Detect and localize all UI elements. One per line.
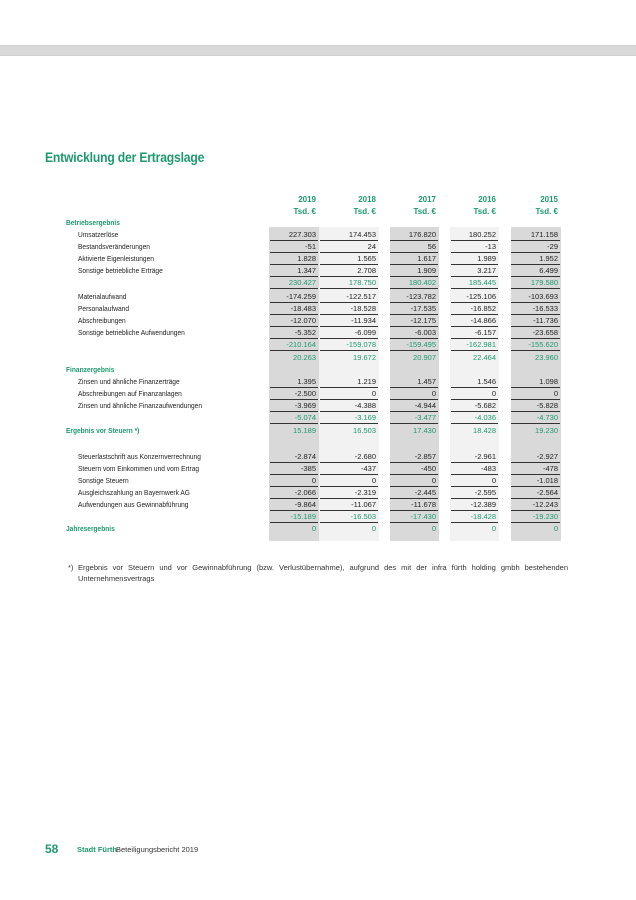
cell-2017: -6.003 (390, 327, 438, 339)
cell-2016: -14.866 (451, 315, 498, 327)
unit-header: Tsd. € (293, 207, 316, 216)
cell-2017: -3.477 (390, 412, 438, 424)
cell-2019: 0 (270, 475, 318, 487)
cell-2016: 1.989 (451, 253, 498, 265)
table-row (0, 511, 636, 523)
cell-2018: 24 (320, 241, 378, 253)
table-row (0, 291, 636, 303)
row-label: Aktivierte Eigenleistungen (78, 254, 154, 263)
cell-2016: 180.252 (451, 229, 498, 241)
cell-2018: -437 (320, 463, 378, 475)
row-label: Ergebnis vor Steuern *) (66, 426, 140, 435)
cell-2015: 23.960 (535, 353, 558, 362)
cell-2018: -4.388 (320, 400, 378, 412)
cell-2018: -159.078 (320, 339, 378, 351)
cell-2018: -2.680 (320, 451, 378, 463)
cell-2017: -2.445 (390, 487, 438, 499)
cell-2017: 0 (390, 475, 438, 487)
cell-2019: -210.164 (270, 339, 318, 351)
cell-2017: 176.820 (390, 229, 438, 241)
cell-2015: 19.230 (535, 426, 558, 435)
cell-2016: 18.428 (473, 426, 496, 435)
cell-2016: 0 (491, 524, 496, 533)
cell-2016: -18.428 (451, 511, 498, 523)
cell-2016: 22.464 (473, 353, 496, 362)
table-row (0, 241, 636, 253)
cell-2017: 180.402 (390, 277, 438, 289)
year-header-2016: 2016 (478, 195, 496, 204)
table-row (0, 523, 636, 535)
unit-header: Tsd. € (413, 207, 436, 216)
row-label: Aufwendungen aus Gewinnabführung (78, 500, 189, 509)
row-label: Steuern vom Einkommen und vom Ertrag (78, 464, 200, 473)
table-row (0, 253, 636, 265)
footer-brand: Stadt Fürth (77, 845, 117, 854)
table-row (0, 217, 636, 229)
year-header-2015: 2015 (540, 195, 558, 204)
table-row (0, 229, 636, 241)
cell-2016: -6.157 (451, 327, 498, 339)
cell-2019: 1.347 (270, 265, 318, 277)
row-label: Sonstige betriebliche Erträge (78, 266, 163, 275)
cell-2016: -125.106 (451, 291, 498, 303)
table-row (0, 265, 636, 277)
cell-2019: 20.263 (293, 353, 316, 362)
cell-2019: -385 (270, 463, 318, 475)
table-row (0, 412, 636, 424)
cell-2016: -16.852 (451, 303, 498, 315)
row-label: Zinsen und ähnliche Finanzerträge (78, 377, 180, 386)
cell-2015: -103.693 (511, 291, 560, 303)
cell-2016: -13 (451, 241, 498, 253)
row-label: Materialaufwand (78, 292, 127, 301)
table-row (0, 425, 636, 437)
cell-2019: 227.303 (270, 229, 318, 241)
cell-2015: 1.952 (511, 253, 560, 265)
cell-2017: 20.907 (413, 353, 436, 362)
cell-2019: 15.189 (293, 426, 316, 435)
cell-2018: -6.099 (320, 327, 378, 339)
row-label: Zinsen und ähnliche Finanzaufwendungen (78, 401, 203, 410)
cell-2016: -2.595 (451, 487, 498, 499)
cell-2017: 17.430 (413, 426, 436, 435)
page-title: Entwicklung der Ertragslage (45, 150, 205, 165)
row-label: Abschreibungen auf Finanzanlagen (78, 389, 182, 398)
cell-2017: -159.495 (390, 339, 438, 351)
table-row (0, 277, 636, 289)
cell-2016: 1.546 (451, 376, 498, 388)
cell-2019: -51 (270, 241, 318, 253)
cell-2018: -18.528 (320, 303, 378, 315)
footer-text: Beteiligungsbericht 2019 (116, 845, 199, 854)
cell-2019: -18.483 (270, 303, 318, 315)
table-row (0, 475, 636, 487)
cell-2018: -16.503 (320, 511, 378, 523)
year-header-2018: 2018 (358, 195, 376, 204)
cell-2015: 0 (553, 524, 558, 533)
cell-2015: -2.927 (511, 451, 560, 463)
cell-2015: -11.736 (511, 315, 560, 327)
footnote-text: Ergebnis vor Steuern und vor Gewinnabführung (bzw. Verlustübernahme), aufgrund des mit der infra fürth holding gmbh bestehenden Unternehmensvertrags (78, 563, 568, 583)
cell-2016: -162.981 (451, 339, 498, 351)
cell-2019: 1.395 (270, 376, 318, 388)
cell-2018: -3.169 (320, 412, 378, 424)
cell-2017: -450 (390, 463, 438, 475)
cell-2017: -2.857 (390, 451, 438, 463)
top-gray-bar (0, 45, 636, 56)
cell-2018: -11.934 (320, 315, 378, 327)
cell-2018: -122.517 (320, 291, 378, 303)
cell-2015: -1.018 (511, 475, 560, 487)
table-row (0, 463, 636, 475)
cell-2019: 230.427 (270, 277, 318, 289)
cell-2018: -11.067 (320, 499, 378, 511)
cell-2015: -19.230 (511, 511, 560, 523)
table-row (0, 315, 636, 327)
footnote (68, 562, 568, 584)
cell-2019: 1.828 (270, 253, 318, 265)
cell-2017: 1.909 (390, 265, 438, 277)
cell-2015: -4.730 (511, 412, 560, 424)
table-row (0, 327, 636, 339)
row-label: Abschreibungen (78, 316, 126, 325)
table-row (0, 400, 636, 412)
year-header-2019: 2019 (298, 195, 316, 204)
cell-2015: -5.828 (511, 400, 560, 412)
cell-2017: 0 (390, 388, 438, 400)
cell-2016: -12.389 (451, 499, 498, 511)
page-number: 58 (45, 842, 59, 856)
row-label: Bestandsveränderungen (78, 242, 150, 251)
cell-2018: 1.565 (320, 253, 378, 265)
cell-2015: 179.580 (511, 277, 560, 289)
cell-2016: -483 (451, 463, 498, 475)
cell-2017: -123.782 (390, 291, 438, 303)
table-row (0, 499, 636, 511)
table-row (0, 388, 636, 400)
table-row (0, 451, 636, 463)
cell-2015: 0 (511, 388, 560, 400)
cell-2019: -2.500 (270, 388, 318, 400)
cell-2015: -29 (511, 241, 560, 253)
table-row (0, 487, 636, 499)
cell-2019: -5.352 (270, 327, 318, 339)
cell-2015: -478 (511, 463, 560, 475)
cell-2019: 0 (311, 524, 316, 533)
cell-2018: 19.672 (353, 353, 376, 362)
cell-2017: 0 (431, 524, 436, 533)
cell-2015: 1.098 (511, 376, 560, 388)
cell-2016: 0 (451, 475, 498, 487)
cell-2016: 185.445 (451, 277, 498, 289)
cell-2017: -4.944 (390, 400, 438, 412)
cell-2018: 0 (371, 524, 376, 533)
cell-2018: 178.750 (320, 277, 378, 289)
cell-2015: -155.620 (511, 339, 560, 351)
row-label: Steuerlastschrift aus Konzernverrechnung (78, 452, 201, 461)
cell-2019: -2.874 (270, 451, 318, 463)
cell-2016: -2.961 (451, 451, 498, 463)
cell-2015: -2.564 (511, 487, 560, 499)
cell-2016: -5.682 (451, 400, 498, 412)
cell-2017: -12.175 (390, 315, 438, 327)
cell-2017: -11.678 (390, 499, 438, 511)
cell-2018: 0 (320, 388, 378, 400)
table-row (0, 339, 636, 351)
cell-2017: 1.617 (390, 253, 438, 265)
footnote-mark: *) (68, 563, 74, 572)
cell-2018: 16.503 (353, 426, 376, 435)
cell-2017: -17.535 (390, 303, 438, 315)
cell-2017: -17.430 (390, 511, 438, 523)
cell-2015: 6.499 (511, 265, 560, 277)
unit-header: Tsd. € (473, 207, 496, 216)
row-label: Sonstige Steuern (78, 476, 129, 485)
cell-2015: 171.158 (511, 229, 560, 241)
cell-2019: -174.259 (270, 291, 318, 303)
cell-2015: -12.243 (511, 499, 560, 511)
row-label: Jahresergebnis (66, 524, 115, 533)
cell-2017: 1.457 (390, 376, 438, 388)
row-label: Umsatzerlöse (78, 230, 119, 239)
row-label: Ausgleichszahlung an Bayernwerk AG (78, 488, 190, 497)
table-row (0, 376, 636, 388)
table-row (0, 352, 636, 364)
cell-2019: -9.864 (270, 499, 318, 511)
cell-2018: 1.219 (320, 376, 378, 388)
cell-2019: -2.066 (270, 487, 318, 499)
unit-header: Tsd. € (353, 207, 376, 216)
cell-2016: -4.036 (451, 412, 498, 424)
cell-2016: 0 (451, 388, 498, 400)
table-row (0, 364, 636, 376)
cell-2015: -16.533 (511, 303, 560, 315)
row-label: Finanzergebnis (66, 365, 115, 374)
cell-2018: 0 (320, 475, 378, 487)
cell-2019: -3.969 (270, 400, 318, 412)
unit-header: Tsd. € (535, 207, 558, 216)
cell-2018: -2.319 (320, 487, 378, 499)
row-label: Betriebsergebnis (66, 218, 120, 227)
year-header-2017: 2017 (418, 195, 436, 204)
cell-2016: 3.217 (451, 265, 498, 277)
cell-2019: -5.074 (270, 412, 318, 424)
cell-2018: 174.453 (320, 229, 378, 241)
cell-2019: -15.189 (270, 511, 318, 523)
cell-2019: -12.070 (270, 315, 318, 327)
cell-2015: -23.658 (511, 327, 560, 339)
cell-2017: 56 (390, 241, 438, 253)
row-label: Sonstige betriebliche Aufwendungen (78, 328, 185, 337)
row-label: Personalaufwand (78, 304, 130, 313)
cell-2018: 2.708 (320, 265, 378, 277)
table-row (0, 303, 636, 315)
